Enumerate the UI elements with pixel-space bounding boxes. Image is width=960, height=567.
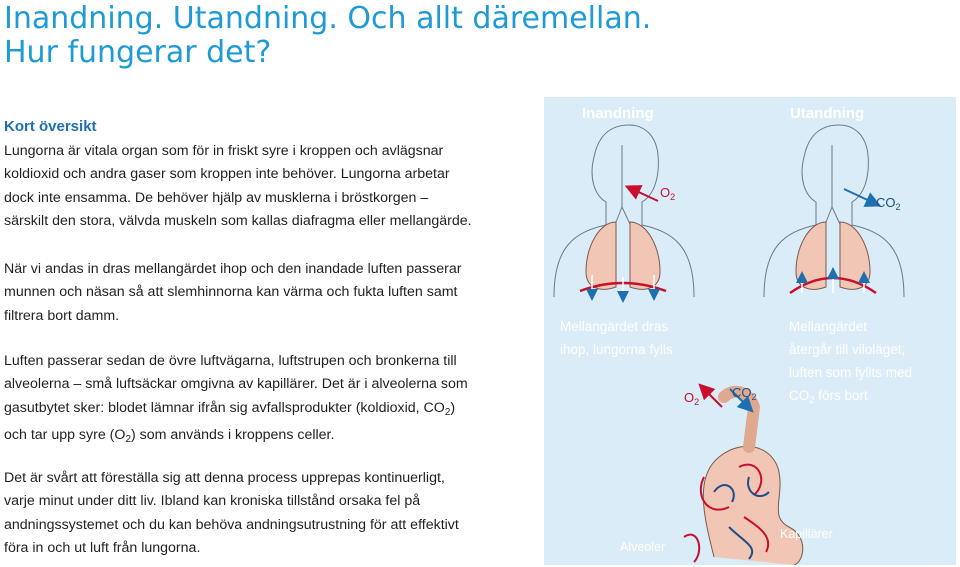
paragraph-line: varje minut under ditt liv. Ibland kan kroniska tillstånd orsaka fel på (4, 493, 421, 510)
paragraph-line: När vi andas in dras mellangärdet ihop och den inandade luften passerar (4, 261, 462, 277)
paragraph-line: gasutbytet sker: blodet lämnar ifrån sig avfallsprodukter (koldioxid, $CO_2$) (4, 399, 456, 418)
summary-line: särskilt den stora, välvda muskeln som kallas diafragma eller mellangärde. (4, 212, 472, 229)
summary-line: koldioxid och andra gaser som kroppen inte behöver. Lungorna arbetar (4, 166, 450, 183)
left-lung-icon (586, 222, 616, 289)
gas-exchange-paragraph (4, 350, 524, 451)
title-line-1: Inandning. Utandning. Och allt däremellan. (4, 1, 652, 36)
breathing-illustration (544, 97, 956, 565)
paragraph-line: alveolerna – små luftsäckar omgivna av kapillärer. Det är i alveolerna som (4, 376, 468, 393)
title-line-2: Hur fungerar det? (4, 35, 272, 70)
exhalation-heading: Utandning (790, 105, 865, 122)
kapillarer-label: Kapillärer (780, 527, 833, 541)
exchange-co2-label: $CO_2$ (732, 385, 757, 402)
alveoler-label: Alveoler (620, 540, 666, 554)
inhale-caption: Mellangärdet dras ihop, lungorna fylls (560, 319, 673, 357)
inhale-o2-label: $O_2$ (660, 185, 676, 202)
exhale-caption: Mellangärdet återgår till viloläget, luften som fyllts med $CO_2$ förs bort (789, 319, 913, 406)
right-lung-icon (630, 222, 660, 289)
exhale-co2-label: $CO_2$ (876, 195, 901, 212)
summary-line: Lungorna är vitala organ som för in friskt syre i kroppen och avlägsnar (4, 143, 444, 159)
paragraph-line: och tar upp syre $(O_2)$ som används i kroppens celler. (4, 426, 335, 445)
paragraph-line: andningssystemet och du kan behöva andningsutrustning för att effektivt (4, 516, 459, 533)
paragraph-line: föra in och ut luft från lungorna. (4, 539, 201, 556)
summary-heading: Kort översikt (4, 118, 97, 135)
inhalation-paragraph (4, 258, 504, 328)
paragraph-line: filtrera bort damm. (4, 307, 120, 324)
closing-paragraph (4, 467, 524, 560)
summary-paragraph (4, 140, 484, 233)
paragraph-line: Luften passerar sedan de övre luftvägarna, luftstrupen och bronkerna till (4, 353, 457, 369)
paragraph-line: Det är svårt att föreställa sig att denna process upprepas kontinuerligt, (4, 470, 445, 486)
paragraph-line: munnen och näsan så att slemhinnorna kan värma och fukta luften samt (4, 284, 458, 301)
summary-line: dock inte ensamma. De behöver hjälp av musklerna i bröstkorgen – (4, 189, 429, 206)
page-title (4, 2, 704, 70)
inhale-torso-figure (554, 125, 694, 297)
inhalation-heading: Inandning (582, 105, 654, 122)
exchange-o2-label: $O_2$ (684, 390, 700, 407)
